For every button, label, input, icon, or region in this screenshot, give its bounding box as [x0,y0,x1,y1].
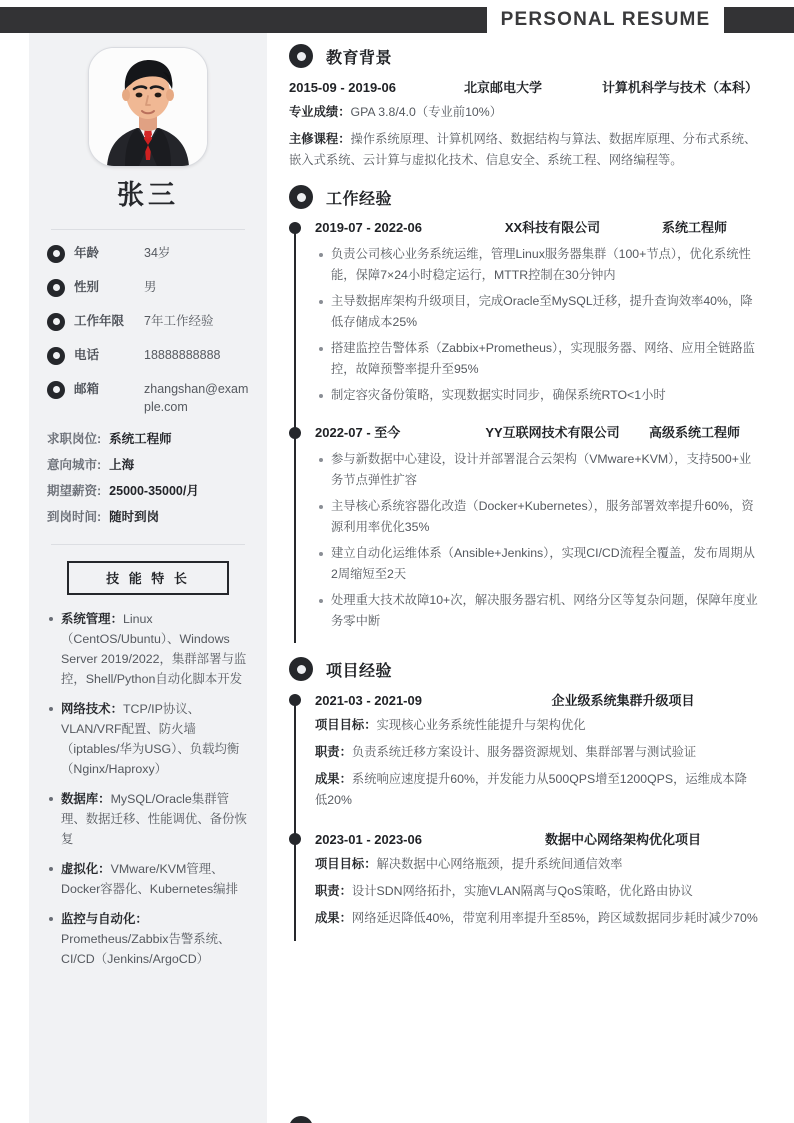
info-label: 工作年限 [74,313,125,328]
job-value: 上海 [109,457,135,472]
skill-sep: ： [135,911,148,926]
info-row-gender [47,278,249,297]
job-value: 系统工程师 [109,431,172,446]
info-row-age [47,244,249,263]
project-result-value: 网络延迟降低40%，带宽利用率提升至85%，跨区域数据同步耗时减少70% [351,911,758,925]
work-bullet: 参与新数据中心建设，设计并部署混合云架构（VMware+KVM），支持500+业务节点弹性扩容 [331,449,759,491]
skill-title: 监控与自动化 [61,911,136,926]
project-entry-header [315,690,759,709]
skill-sep: ： [110,611,123,626]
section-marker-icon [289,657,313,681]
info-value: zhangshan@example.com [144,381,249,414]
work-bullet: 主导数据库架构升级项目，完成Oracle至MySQL迁移，提升查询效率40%，降低存储成本25% [331,291,759,333]
info-value: 7年工作经验 [144,313,214,328]
job-row-city [47,457,249,474]
skill-text: TCP/IP协议、VLAN/VRF配置、防火墙（iptables/华为USG）、负载均衡（Nginx/Haproxy） [61,701,240,776]
info-value: 男 [144,279,157,294]
skill-sep: ： [98,861,111,876]
person-name: 张三 [117,180,179,210]
ring-bullet-icon [47,381,65,399]
ring-bullet-icon [47,313,65,331]
info-row-email [47,380,249,416]
work-bullet: 处理重大技术故障10+次，解决服务器宕机、网络分区等复杂问题，保障年度业务零中断 [331,590,759,632]
info-value: 34岁 [144,245,171,260]
skill-item [61,789,249,849]
info-row-phone [47,346,249,365]
project-goal-value: 实现核心业务系统性能提升与架构优化 [376,718,586,732]
work-date: 2022-07 - 至今 [315,425,401,440]
skill-sep: ： [110,701,123,716]
section-marker-icon [289,44,313,68]
project-entry [315,690,759,823]
job-label: 到岗时间: [47,509,102,524]
section-header [289,657,759,681]
job-label: 期望薪资: [47,483,102,498]
section-title: 项目经验 [326,662,393,680]
project-goal-value: 解决数据中心网络瓶颈，提升系统间通信效率 [376,857,623,871]
work-bullet: 制定容灾备份策略，实现数据实时同步，确保系统RTO<1小时 [331,385,759,406]
skill-text: Prometheus/Zabbix告警系统、CI/CD（Jenkins/ArgoCD） [61,931,231,966]
skill-item [61,699,249,779]
section-education [289,44,759,171]
project-result-line [315,769,759,811]
work-entry-header [315,218,759,237]
education-school: 北京邮电大学 [464,80,543,95]
ring-bullet-icon [47,279,65,297]
job-value: 随时到岗 [109,509,160,524]
project-duty-value: 负责系统迁移方案设计、服务器资源规划、集群部署与测试验证 [351,745,697,759]
project-result-value: 系统响应速度提升60%，并发能力从500QPS增至1200QPS，运维成本降低20% [315,772,747,807]
project-name: 数据中心网络架构优化项目 [544,832,701,847]
avatar-illustration [89,48,207,166]
education-gpa-line [289,102,759,123]
work-role: 高级系统工程师 [648,425,740,440]
project-entry-header [315,829,759,848]
info-label: 年龄 [74,245,100,260]
page-header [0,7,794,33]
project-duty-label: 职责： [315,884,352,898]
project-entry [315,829,759,941]
skill-item [61,909,249,969]
info-label: 邮箱 [74,381,100,396]
section-work-experience [289,185,759,643]
info-label: 性别 [74,279,100,294]
job-row-availability [47,509,249,526]
work-company: XX科技有限公司 [504,220,601,235]
project-goal-line [315,854,759,875]
work-entry [315,218,759,417]
skill-title: 虚拟化 [61,861,99,876]
personal-info-list [47,244,249,416]
job-label: 意向城市: [47,457,102,472]
education-entry-header [289,77,759,96]
skill-title: 网络技术 [61,701,111,716]
work-bullet: 建立自动化运维体系（Ansible+Jenkins），实现CI/CD流程全覆盖，发布周期从2周缩短至2天 [331,543,759,585]
project-timeline [289,690,759,941]
skill-item [61,859,249,899]
education-courses-label: 主修课程： [289,132,351,146]
project-goal-label: 项目目标： [315,718,377,732]
skills-heading: 技 能 特 长 [67,561,229,595]
sidebar-divider-top [51,229,245,230]
skill-text: VMware/KVM管理、Docker容器化、Kubernetes编排 [61,861,238,896]
education-date: 2015-09 - 2019-06 [289,80,396,95]
sidebar [29,33,267,1123]
project-result-line [315,908,759,929]
info-row-experience [47,312,249,331]
skill-text: Linux（CentOS/Ubuntu）、Windows Server 2019/2022，集群部署与监控，Shell/Python自动化脚本开发 [61,611,247,686]
section-title: 工作经验 [326,190,393,208]
education-courses-line [289,129,759,171]
education-major: 计算机科学与技术（本科） [602,80,759,95]
job-row-position [47,431,249,448]
skills-list [47,609,249,969]
project-result-label: 成果： [315,911,352,925]
project-date: 2023-01 - 2023-06 [315,832,422,847]
skill-sep: ： [98,791,111,806]
page-title: PERSONAL RESUME [487,7,724,33]
work-bullet: 搭建监控告警体系（Zabbix+Prometheus），实现服务器、网络、应用全链路监控，故障预警率提升至95% [331,338,759,380]
job-row-salary [47,483,249,500]
header-bar-left [0,7,487,33]
work-timeline [289,218,759,643]
project-duty-line [315,881,759,902]
work-company: YY互联网技术有限公司 [485,425,620,440]
work-entry [315,423,759,643]
section-header [289,185,759,209]
project-result-label: 成果： [315,772,352,786]
info-label: 电话 [74,347,100,362]
education-gpa-value: GPA 3.8/4.0（专业前10%） [350,105,502,119]
education-courses-value: 操作系统原理、计算机网络、数据结构与算法、数据库原理、分布式系统、嵌入式系统、云计算与虚拟化技术、信息安全、系统工程、网络编程等。 [289,132,757,167]
ring-bullet-icon [47,245,65,263]
work-entry-header [315,423,759,442]
ring-bullet-icon [47,347,65,365]
info-value: 18888888888 [144,347,221,362]
job-value: 25000-35000/月 [109,483,199,498]
education-gpa-label: 专业成绩： [289,105,351,119]
project-duty-label: 职责： [315,745,352,759]
job-label: 求职岗位: [47,431,102,446]
job-intent-list [47,431,249,526]
section-title: 教育背景 [326,49,393,67]
section-marker-icon [289,185,313,209]
sidebar-divider-bottom [51,544,245,545]
project-goal-label: 项目目标： [315,857,377,871]
header-bar-right [724,7,794,33]
work-date: 2019-07 - 2022-06 [315,220,422,235]
main-content [289,44,759,955]
project-duty-line [315,742,759,763]
work-bullet: 主导核心系统容器化改造（Docker+Kubernetes），服务部署效率提升60%，资源利用率优化35% [331,496,759,538]
skill-title: 系统管理 [61,611,111,626]
project-goal-line [315,715,759,736]
project-name: 企业级系统集群升级项目 [551,693,695,708]
work-role: 系统工程师 [661,220,727,235]
section-header [289,44,759,68]
next-section-marker-icon [289,1116,313,1123]
avatar [88,47,208,167]
project-duty-value: 设计SDN网络拓扑，实施VLAN隔离与QoS策略，优化路由协议 [351,884,693,898]
skill-text: MySQL/Oracle集群管理、数据迁移、性能调优、备份恢复 [61,791,247,846]
skill-title: 数据库 [61,791,99,806]
work-bullets [315,244,759,406]
project-date: 2021-03 - 2021-09 [315,693,422,708]
section-project-experience [289,657,759,941]
work-bullets [315,449,759,632]
work-bullet: 负责公司核心业务系统运维，管理Linux服务器集群（100+节点），优化系统性能，保障7×24小时稳定运行，MTTR控制在30分钟内 [331,244,759,286]
skill-item [61,609,249,689]
